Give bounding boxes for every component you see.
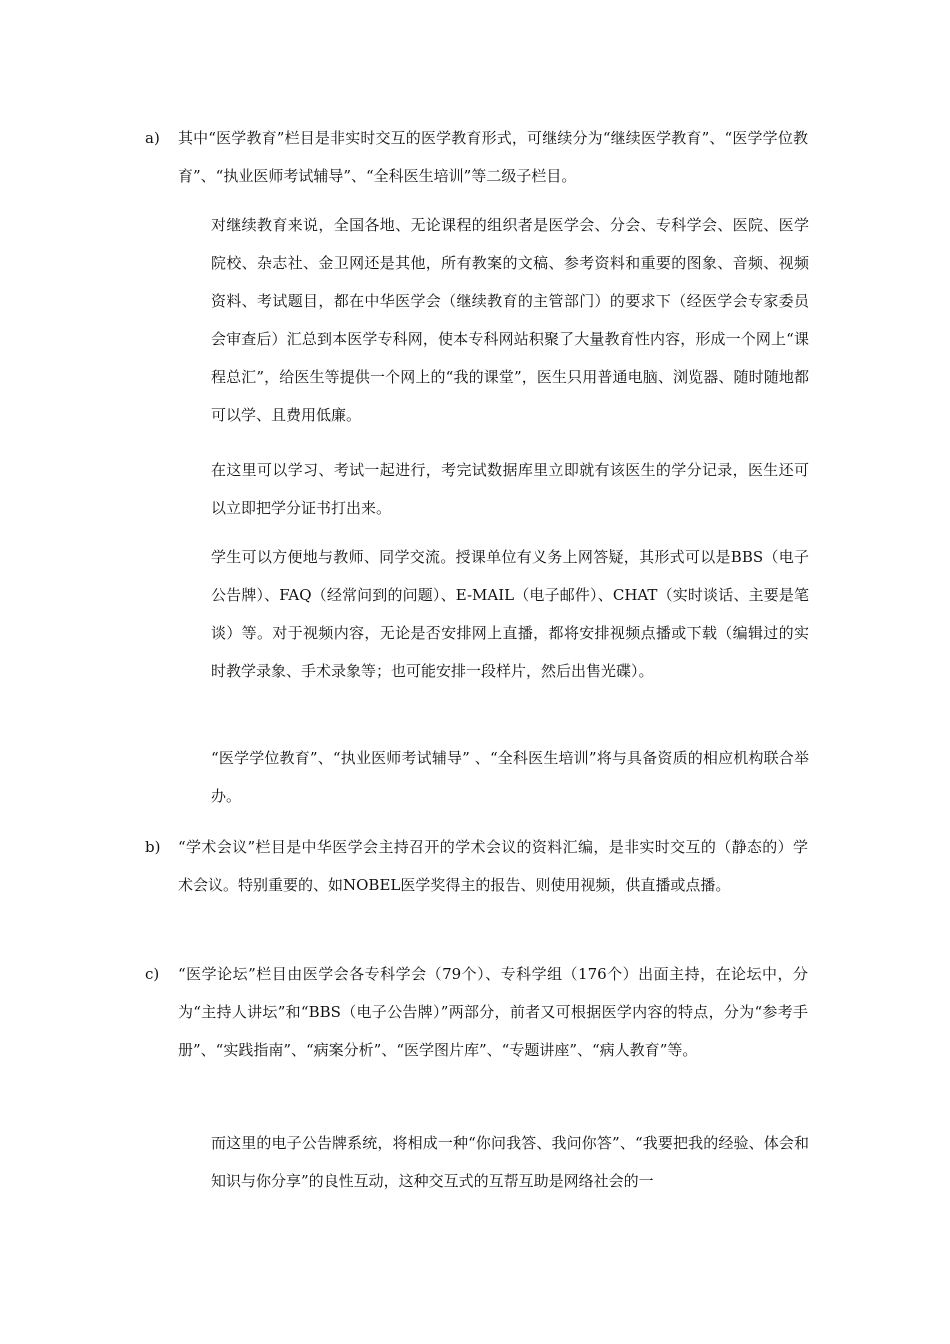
paragraph-joint-programs: “医学学位教育”、“执业医师考试辅导” 、“全科医生培训”将与具备资质的相应机构联合举办。 bbox=[211, 749, 809, 805]
list-marker: a) bbox=[145, 129, 160, 147]
list-item-text: 其中“医学教育”栏目是非实时交互的医学教育形式，可继续分为“继续医学教育”、“医学学位教育”、“执业医师考试辅导”、“全科医生培训”等二级子栏目。 bbox=[178, 129, 808, 185]
list-item-text: “学术会议”栏目是中华医学会主持召开的学术会议的资料汇编，是非实时交互的（静态的）学术会议。特别重要的、如NOBEL医学奖得主的报告、则使用视频，供直播或点播。 bbox=[178, 838, 808, 894]
paragraph-student-communication: 学生可以方便地与教师、同学交流。授课单位有义务上网答疑，其形式可以是BBS（电子公告牌）、FAQ（经常问到的问题）、E-MAIL（电子邮件）、CHAT（实时谈话、主要是笔谈）等。对于视频内容，无论是否安排网上直播，都将安排视频点播或下载（编辑过的实时教学录象、手术录象等；也可能安排一段样片，然后出售光碟）。 bbox=[211, 548, 809, 680]
list-marker: c) bbox=[145, 965, 160, 983]
paragraph-exam-credits: 在这里可以学习、考试一起进行，考完试数据库里立即就有该医生的学分记录，医生还可以立即把学分证书打出来。 bbox=[211, 461, 809, 517]
list-item-text: “医学论坛”栏目由医学会各专科学会（79个）、专科学组（176个）出面主持，在论坛中，分为“主持人讲坛”和“BBS（电子公告牌）”两部分，前者又可根据医学内容的特点，分为“参考手册”、“实践指南”、“病案分析”、“医学图片库”、“专题讲座”、“病人教育”等。 bbox=[178, 965, 808, 1059]
paragraph-continuing-education: 对继续教育来说，全国各地、无论课程的组织者是医学会、分会、专科学会、医院、医学院校、杂志社、金卫网还是其他，所有教案的文稿、参考资料和重要的图象、音频、视频资料、考试题目，都在中华医学会（继续教育的主管部门）的要求下（经医学会专家委员会审查后）汇总到本医学专科网，使本专科网站积聚了大量教育性内容，形成一个网上“课程总汇”，给医生等提供一个网上的“我的课堂”，医生只用普通电脑、浏览器、随时随地都可以学、且费用低廉。 bbox=[211, 216, 809, 424]
list-marker: b) bbox=[145, 838, 161, 856]
paragraph-bbs-system: 而这里的电子公告牌系统，将相成一种“你问我答、我问你答”、“我要把我的经验、体会和知识与你分享”的良性互动，这种交互式的互帮互助是网络社会的一 bbox=[211, 1134, 809, 1190]
